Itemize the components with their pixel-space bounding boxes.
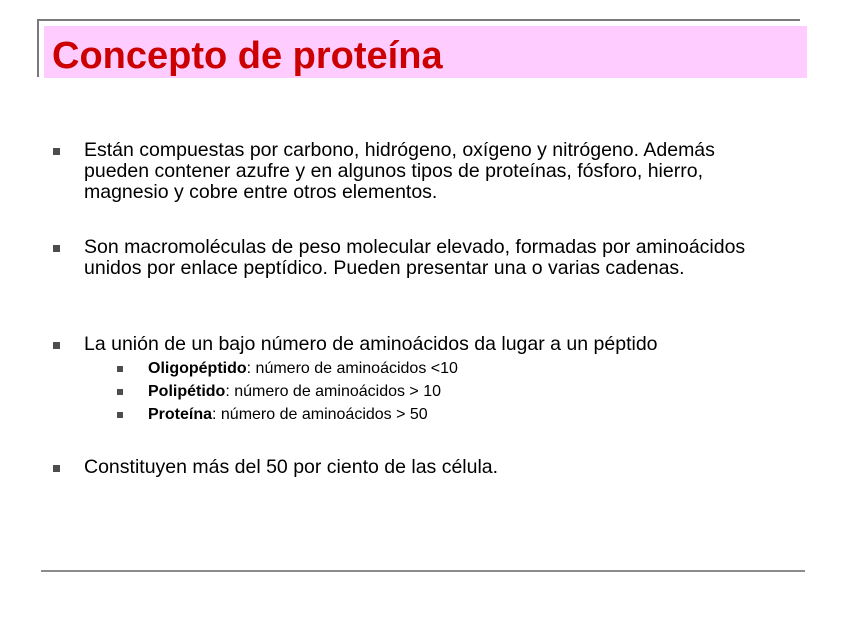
sub-bullet-desc: : número de aminoácidos > 50 <box>212 406 428 423</box>
sub-bullet-desc: : número de aminoácidos > 10 <box>225 383 442 400</box>
sub-bullet-item <box>148 406 748 424</box>
sub-bullet-item <box>148 360 748 378</box>
square-bullet-icon <box>53 342 60 349</box>
bullet-item <box>84 140 774 203</box>
square-bullet-icon <box>117 389 123 395</box>
sub-bullet-desc: : número de aminoácidos <10 <box>246 360 458 377</box>
title-frame-top-line <box>37 19 800 21</box>
bullet-item <box>84 237 774 279</box>
bullet-text: Son macromoléculas de peso molecular elevado, formadas por aminoácidos unidos por enlace peptídico. Pueden presentar una o varias cadenas. <box>84 236 746 279</box>
square-bullet-icon <box>53 245 60 252</box>
bullet-text: La unión de un bajo número de aminoácidos da lugar a un péptido <box>84 333 658 355</box>
bullet-text: Constituyen más del 50 por ciento de las célula. <box>84 456 499 478</box>
sub-bullet-term: Proteína <box>148 406 213 423</box>
sub-bullet-term: Oligopéptido <box>148 360 247 377</box>
bullet-item <box>84 334 774 355</box>
bullet-item <box>84 457 774 478</box>
sub-bullet-item <box>148 383 748 401</box>
sub-bullet-term: Polipétido <box>148 383 226 400</box>
square-bullet-icon <box>53 465 60 472</box>
title-frame-left-line <box>37 19 39 77</box>
square-bullet-icon <box>117 366 123 372</box>
bullet-text: Están compuestas por carbono, hidrógeno, oxígeno y nitrógeno. Además pueden contener azufre y en algunos tipos de proteínas, fósforo, hierro, magnesio y cobre entre otros elementos. <box>84 139 715 203</box>
slide-title: Concepto de proteína <box>52 35 443 77</box>
square-bullet-icon <box>53 148 60 155</box>
square-bullet-icon <box>117 412 123 418</box>
footer-divider <box>41 570 805 572</box>
